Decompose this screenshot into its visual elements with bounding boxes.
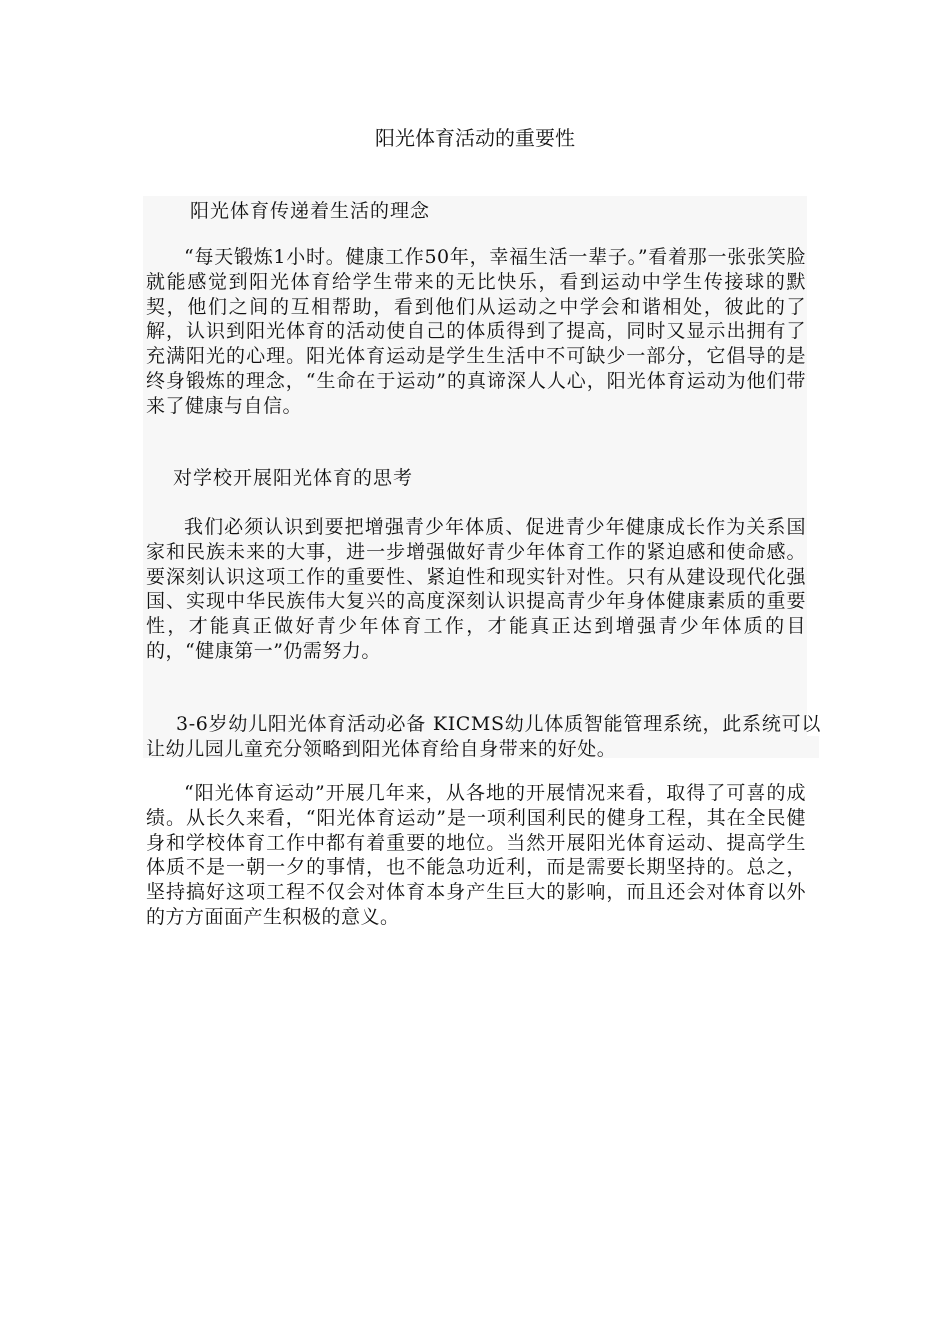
section-heading: 对学校开展阳光体育的思考 <box>173 467 414 489</box>
section-heading: 阳光体育传递着生活的理念 <box>190 200 431 222</box>
body-paragraph: 我们必须认识到要把增强青少年体质、促进青少年健康成长作为关系国家和民族未来的大事，进一步增强做好青少年体育工作的紧迫感和使命感。要深刻认识这项工作的重要性、紧迫性和现实针对性。只有从建设现代化强国、实现中华民族伟大复兴的高度深刻认识提高青少年身体健康素质的重要性，才能真正做好青少年体育工作，才能真正达到增强青少年体质的目的，“健康第一”仍需努力。 <box>146 516 806 662</box>
closing-paragraph: “阳光体育运动”开展几年来，从各地的开展情况来看，取得了可喜的成绩。从长久来看，“阳光体育运动”是一项利国利民的健身工程，其在全民健身和学校体育工作中都有着重要的地位。当然开展阳光体育运动、提高学生体质不是一朝一夕的事情，也不能急功近利，而是需要长期坚持的。总之，坚持搞好这项工程不仅会对体育本身产生巨大的影响，而且还会对体育以外的方方面面产生积极的意义。 <box>146 782 806 928</box>
page-title: 阳光体育活动的重要性 <box>375 126 575 150</box>
promo-paragraph: 3-6岁幼儿阳光体育活动必备 KICMS幼儿体质智能管理系统，此系统可以让幼儿园儿童充分领略到阳光体育给自身带来的好处。 <box>146 713 821 760</box>
body-paragraph: “每天锻炼1小时。健康工作50年，幸福生活一辈子。”看着那一张张笑脸就能感觉到阳光体育给学生带来的无比快乐，看到运动中学生传接球的默契，他们之间的互相帮助，看到他们从运动之中学会和谐相处，彼此的了解，认识到阳光体育的活动使自己的体质得到了提高，同时又显示出拥有了充满阳光的心理。阳光体育运动是学生生活中不可缺少一部分，它倡导的是终身锻炼的理念，“生命在于运动”的真谛深人人心，阳光体育运动为他们带来了健康与自信。 <box>146 246 806 417</box>
